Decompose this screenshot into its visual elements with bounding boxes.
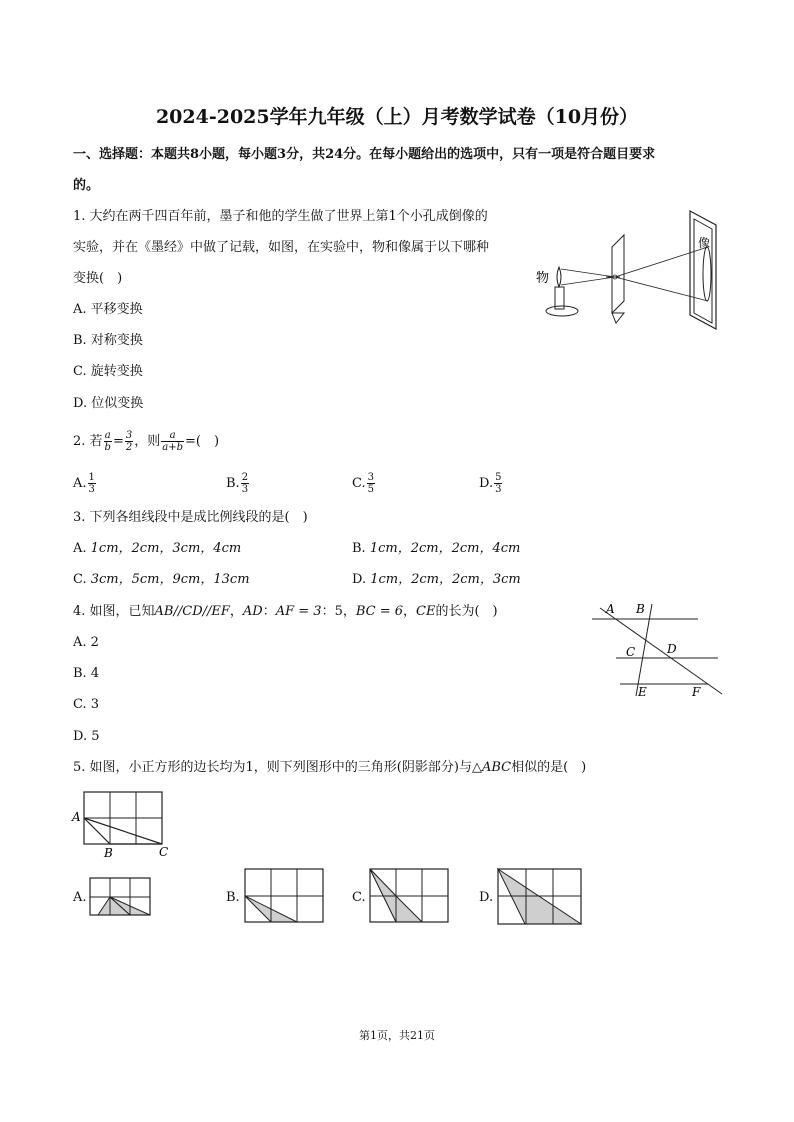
q4-option-b: B. 4 <box>73 666 100 681</box>
q5-option-b-figure <box>244 868 326 924</box>
q3-option-d <box>352 571 521 589</box>
q2-f1-den: b <box>104 442 111 453</box>
pinhole-camera-figure <box>530 205 730 335</box>
q5-option-c-figure <box>369 868 451 924</box>
q4-m2: AD <box>242 604 263 619</box>
fig-label-f: F <box>692 685 701 699</box>
q4-p4: ：5， <box>321 604 356 619</box>
q2-prefix: 2. 若 <box>73 434 103 449</box>
exam-title: 2024-2025学年九年级（上）月考数学试卷（10月份） <box>155 106 639 128</box>
q3-option-c-label: C. <box>73 572 91 587</box>
q5-option-b: B. <box>226 890 240 905</box>
fig-label-d: D <box>667 642 677 656</box>
q2-f2-den: 2 <box>125 442 133 453</box>
q2-oa-den: 3 <box>88 484 95 495</box>
fig-label-object: 物 <box>536 271 550 286</box>
q2-ob-den: 3 <box>241 484 249 495</box>
q2-f1-num: a <box>104 430 111 441</box>
fig-label-e: E <box>638 685 647 699</box>
q3-option-c-value: 3cm，5cm，9cm，13cm <box>90 572 250 587</box>
q2-oc-den: 5 <box>367 484 374 495</box>
q2-option-c-frac <box>367 472 375 495</box>
q3-option-a <box>73 540 241 558</box>
q4-p3: ： <box>262 604 276 619</box>
q2-f2-num: 3 <box>125 430 133 441</box>
q2-option-a-label: A. <box>73 476 87 491</box>
q2-option-b <box>226 472 250 495</box>
q5-p2: 相似的是( ) <box>511 760 587 775</box>
q1-stem-line1: 1. 大约在两千四百年前，墨子和他的学生做了世界上第1个小孔成倒像的 <box>73 209 488 224</box>
q2-option-a-frac <box>88 472 96 495</box>
parallel-lines-figure <box>590 598 725 703</box>
q3-option-b-label: B. <box>352 541 370 556</box>
q4-p2: ， <box>229 604 243 619</box>
page-footer: 第1页，共21页 <box>359 1029 435 1042</box>
q4-option-d: D. 5 <box>73 729 100 744</box>
q2-option-c-label: C. <box>352 476 366 491</box>
q3-option-b-value: 1cm，2cm，2cm，4cm <box>369 541 521 556</box>
q1-option-a: A. 平移变换 <box>73 302 143 317</box>
q4-p5: ， <box>403 604 417 619</box>
q4-m1: AB//CD//EF <box>154 604 230 619</box>
q2-ob-num: 2 <box>241 472 249 483</box>
q2-fraction-3 <box>161 430 184 453</box>
q3-option-d-value: 1cm，2cm，2cm，3cm <box>370 572 521 587</box>
q4-p6: 的长为( ) <box>435 604 498 619</box>
q2-mid: ，则 <box>134 434 161 449</box>
q5-option-c: C. <box>352 890 366 905</box>
q1-option-b: B. 对称变换 <box>73 333 143 348</box>
q3-option-c <box>73 571 250 589</box>
q5-option-d-figure <box>497 868 583 926</box>
q2-suffix: =( ) <box>185 434 220 449</box>
fig5-label-b: B <box>104 846 113 860</box>
section-heading-line1: 一、选择题：本题共8小题，每小题3分，共24分。在每小题给出的选项中，只有一项是符合题目要求 <box>73 147 656 162</box>
q5-option-a-figure <box>90 877 152 917</box>
q5-p1: 5. 如图，小正方形的边长均为1，则下列图形中的三角形(阴影部分)与△ <box>73 760 482 775</box>
section-heading-line2: 的。 <box>73 178 100 193</box>
q4-option-a: A. 2 <box>73 635 99 650</box>
triangle-abc-figure <box>70 790 180 860</box>
fig5-label-c: C <box>159 845 169 859</box>
q1-option-c: C. 旋转变换 <box>73 364 143 379</box>
q2-od-num: 5 <box>495 472 502 483</box>
q2-fraction-2 <box>125 430 133 453</box>
q2-option-b-label: B. <box>226 476 240 491</box>
q4-m5: CE <box>416 604 436 619</box>
q2-option-d-label: D. <box>479 476 494 491</box>
q2-option-d-frac <box>494 472 502 495</box>
q2-fraction-1 <box>104 430 112 453</box>
fig-label-b: B <box>636 602 645 616</box>
q1-stem-line2: 实验，并在《墨经》中做了记载，如图，在实验中，物和像属于以下哪种 <box>73 240 490 255</box>
q5-m1: ABC <box>481 760 512 775</box>
q3-option-a-label: A. <box>73 541 91 556</box>
q5-option-d: D. <box>479 890 494 905</box>
fig-label-image: 像 <box>698 236 711 250</box>
q4-m3: AF = 3 <box>275 604 322 619</box>
q1-stem-line3: 变换( ) <box>73 271 123 286</box>
q2-option-a <box>73 472 97 495</box>
q2-f3-num: a <box>161 430 184 442</box>
q3-option-a-value: 1cm，2cm，3cm，4cm <box>90 541 242 556</box>
q4-p1: 4. 如图，已知 <box>73 604 155 619</box>
q2-od-den: 3 <box>495 484 502 495</box>
fig5-label-a: A <box>72 810 81 824</box>
q4-m4: BC = 6 <box>355 604 404 619</box>
q3-option-b <box>352 540 520 558</box>
q2-eq: = <box>112 434 124 449</box>
q3-stem: 3. 下列各组线段中是成比例线段的是( ) <box>73 510 308 525</box>
q2-option-d <box>479 472 503 495</box>
q2-oc-num: 3 <box>367 472 374 483</box>
q5-option-a: A. <box>73 890 87 905</box>
fig-label-a: A <box>606 602 615 616</box>
q4-option-c: C. 3 <box>73 697 100 712</box>
q1-option-d: D. 位似变换 <box>73 396 144 411</box>
q2-option-c <box>352 472 376 495</box>
q2-f3-den: a+b <box>162 442 183 453</box>
q4-stem <box>73 603 498 621</box>
q2-oa-num: 1 <box>88 472 95 483</box>
fig-label-c: C <box>626 645 636 659</box>
q5-stem <box>73 759 586 777</box>
q2-option-b-frac <box>241 472 249 495</box>
q2-stem <box>73 430 219 453</box>
q3-option-d-label: D. <box>352 572 371 587</box>
